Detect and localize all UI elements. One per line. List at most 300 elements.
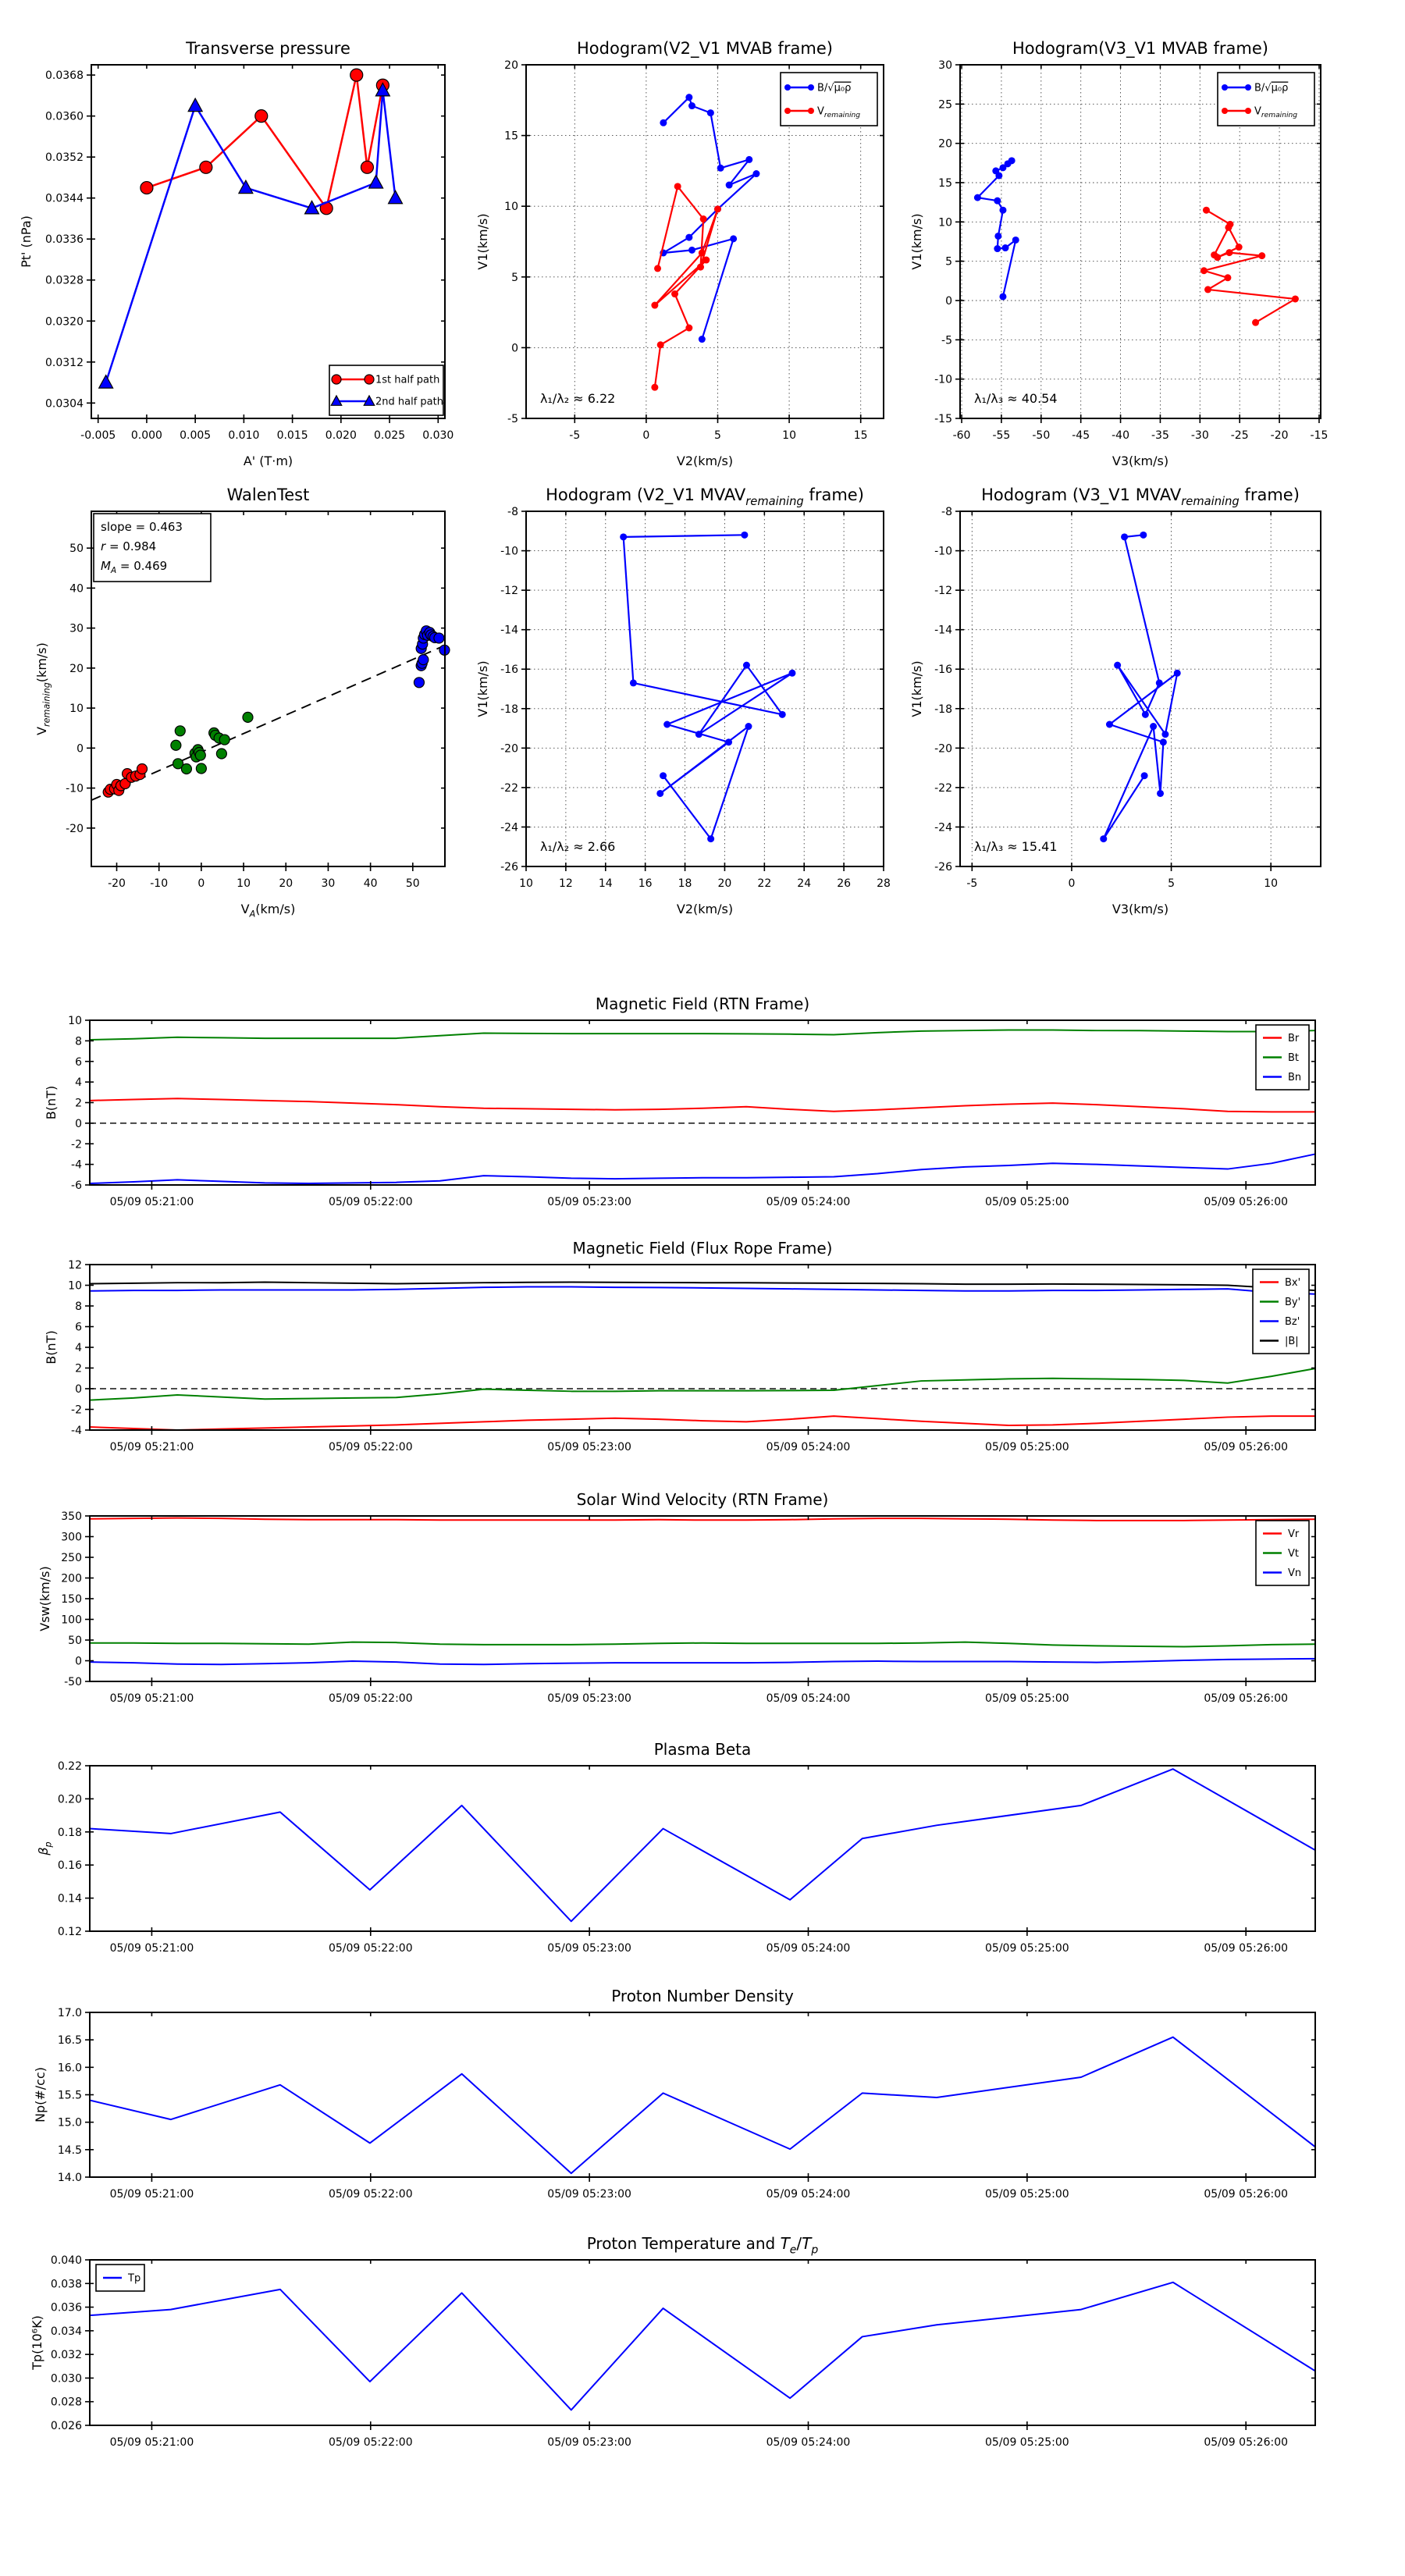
x-tick-label: 22: [757, 877, 772, 890]
y-tick-label: -16: [500, 664, 518, 677]
y-tick-label: 350: [61, 1510, 82, 1523]
legend: [1218, 73, 1314, 126]
y-axis-label: Tp(10⁶K): [30, 2315, 44, 2370]
y-tick-label: -14: [500, 624, 518, 637]
y-tick-label: -18: [500, 703, 518, 716]
data-point-marker: [1160, 738, 1167, 745]
y-tick-label: 0.0360: [45, 110, 84, 123]
y-tick-label: 0.0344: [45, 192, 84, 205]
x-tick-label: 0: [197, 877, 205, 890]
x-tick-label: 05/09 05:22:00: [328, 1441, 413, 1453]
y-tick-label: 16.0: [57, 2062, 82, 2075]
y-tick-label: 10: [69, 703, 84, 716]
y-tick-label: -10: [934, 373, 952, 386]
y-axis-label: V1(km/s): [909, 213, 924, 270]
data-point-marker: [974, 194, 981, 201]
x-tick-label: 0.000: [130, 429, 162, 442]
data-point-marker: [697, 264, 704, 271]
data-point-marker: [700, 215, 707, 222]
x-tick-label: -15: [1310, 429, 1329, 442]
x-tick-label: 0.005: [180, 429, 212, 442]
y-axis-label: V1(km/s): [475, 213, 490, 270]
data-point-marker: [994, 197, 1001, 205]
data-point-marker: [1222, 84, 1228, 91]
data-point-marker: [657, 341, 664, 348]
x-tick-label: -55: [992, 429, 1011, 442]
x-tick-label: 05/09 05:26:00: [1204, 1196, 1289, 1208]
y-tick-label: 100: [61, 1614, 82, 1627]
data-point-marker: [1140, 532, 1147, 539]
data-point-marker: [195, 750, 205, 760]
data-point-marker: [1225, 224, 1232, 231]
legend-label: B/√μ₀ρ: [1254, 82, 1289, 94]
x-tick-label: 10: [519, 877, 533, 890]
y-tick-label: 0.0312: [45, 356, 84, 369]
data-point-marker: [654, 265, 661, 272]
data-point-marker: [671, 290, 678, 297]
x-tick-label: -50: [1032, 429, 1051, 442]
data-point-marker: [434, 633, 444, 643]
x-tick-label: 0.015: [276, 429, 308, 442]
data-point-marker: [808, 84, 814, 91]
y-tick-label: -10: [500, 545, 518, 558]
data-point-marker: [714, 205, 721, 212]
data-point-marker: [779, 711, 786, 718]
y-tick-label: 12: [68, 1259, 82, 1272]
y-tick-label: 0.028: [50, 2396, 82, 2409]
data-point-marker: [243, 712, 253, 722]
y-tick-label: 0.22: [57, 1760, 82, 1773]
data-point-marker: [1002, 244, 1009, 251]
legend-label: $V_{remaining}$: [1254, 105, 1298, 120]
data-point-marker: [651, 384, 658, 391]
y-tick-label: 0: [75, 1117, 82, 1130]
data-point-marker: [688, 247, 695, 254]
legend-label: Bz': [1285, 1316, 1300, 1328]
fit-stats-line: $M_A = 0.469$: [101, 559, 168, 576]
legend-label: $V_{remaining}$: [817, 105, 861, 120]
x-tick-label: 05/09 05:22:00: [328, 2188, 413, 2201]
data-point-marker: [660, 772, 667, 779]
x-axis-label: V2(km/s): [676, 454, 734, 468]
data-point-marker: [196, 763, 206, 774]
data-point-marker: [216, 749, 226, 759]
data-point-marker: [1225, 249, 1232, 256]
x-tick-label: 05/09 05:26:00: [1204, 1942, 1289, 1955]
data-point-marker: [752, 170, 759, 177]
x-tick-label: 30: [321, 877, 336, 890]
data-point-marker: [999, 164, 1006, 171]
data-point-marker: [725, 738, 732, 745]
y-tick-label: -16: [934, 664, 952, 677]
y-tick-label: 0.038: [50, 2278, 82, 2291]
x-tick-label: 05/09 05:25:00: [985, 1692, 1069, 1705]
chart-title: Solar Wind Velocity (RTN Frame): [576, 1490, 829, 1509]
data-point-marker: [332, 375, 341, 384]
y-tick-label: 15: [504, 130, 518, 143]
data-point-marker: [1222, 108, 1228, 114]
y-tick-label: 0: [511, 342, 518, 355]
y-tick-label: 0.0368: [45, 69, 84, 83]
data-point-marker: [1141, 772, 1148, 779]
x-tick-label: 05/09 05:21:00: [109, 1196, 194, 1208]
data-point-marker: [171, 740, 181, 750]
legend-label: B/√μ₀ρ: [817, 82, 852, 94]
y-tick-label: 0.0328: [45, 274, 84, 287]
x-tick-label: 24: [797, 877, 812, 890]
data-point-marker: [1214, 254, 1221, 261]
x-tick-label: 05/09 05:24:00: [766, 1196, 851, 1208]
data-point-marker: [663, 721, 670, 728]
data-point-marker: [1203, 207, 1210, 214]
y-tick-label: 30: [938, 59, 952, 72]
x-tick-label: 5: [1168, 877, 1176, 890]
y-tick-label: -24: [500, 821, 518, 834]
data-point-marker: [1156, 679, 1163, 686]
data-point-marker: [707, 835, 714, 842]
legend: [1256, 1025, 1309, 1090]
eigenvalue-ratio-annotation: λ₁/λ₃ ≈ 40.54: [974, 391, 1058, 406]
data-point-marker: [1161, 731, 1168, 738]
y-tick-label: 14.0: [57, 2172, 82, 2184]
data-point-marker: [1157, 790, 1164, 797]
legend: [1253, 1269, 1309, 1354]
x-tick-label: 05/09 05:22:00: [328, 1942, 413, 1955]
data-point-marker: [1224, 274, 1231, 281]
x-tick-label: 05/09 05:23:00: [547, 2188, 631, 2201]
x-tick-label: 05/09 05:25:00: [985, 1441, 1069, 1453]
x-tick-label: 0: [642, 429, 650, 442]
legend-label: Bn: [1288, 1072, 1302, 1083]
x-tick-label: 40: [363, 877, 378, 890]
y-tick-label: 30: [69, 622, 84, 635]
data-point-marker: [699, 249, 706, 256]
y-tick-label: -18: [934, 703, 952, 716]
y-tick-label: 20: [69, 662, 84, 675]
y-tick-label: 0.12: [57, 1926, 82, 1938]
x-tick-label: -25: [1230, 429, 1249, 442]
chart-title: Magnetic Field (Flux Rope Frame): [572, 1239, 833, 1258]
y-tick-label: 2: [75, 1362, 82, 1375]
chart-title: Hodogram (V2_V1 $MVAV_{remaining}$ frame): [546, 486, 864, 508]
chart-title: Transverse pressure: [186, 39, 350, 58]
legend-label: |B|: [1285, 1336, 1299, 1347]
x-tick-label: 10: [782, 429, 797, 442]
y-tick-label: 0: [76, 742, 84, 756]
chart-title: Magnetic Field (RTN Frame): [595, 994, 810, 1013]
x-tick-label: 05/09 05:26:00: [1204, 2436, 1289, 2449]
x-tick-label: -35: [1151, 429, 1169, 442]
data-point-marker: [1292, 295, 1299, 302]
y-axis-label: B(nT): [44, 1330, 59, 1364]
y-tick-label: 0.032: [50, 2349, 82, 2362]
y-tick-label: 15.0: [57, 2116, 82, 2129]
data-point-marker: [685, 234, 692, 241]
data-point-marker: [656, 790, 663, 797]
data-point-marker: [745, 156, 752, 163]
x-tick-label: 0.010: [228, 429, 260, 442]
x-tick-label: 05/09 05:21:00: [109, 1441, 194, 1453]
x-tick-label: 05/09 05:25:00: [985, 2188, 1069, 2201]
x-tick-label: 05/09 05:24:00: [766, 1692, 851, 1705]
y-axis-label: Np(#/cc): [33, 2067, 48, 2122]
eigenvalue-ratio-annotation: λ₁/λ₂ ≈ 2.66: [540, 839, 616, 854]
y-tick-label: -2: [71, 1138, 82, 1151]
y-tick-label: -20: [500, 742, 518, 756]
y-tick-label: -24: [934, 821, 952, 834]
y-tick-label: 0.026: [50, 2420, 82, 2432]
x-tick-label: 05/09 05:25:00: [985, 2436, 1069, 2449]
y-axis-label: V1(km/s): [475, 660, 490, 717]
x-tick-label: 18: [678, 877, 692, 890]
y-tick-label: 5: [511, 271, 518, 284]
x-tick-label: 12: [558, 877, 573, 890]
y-tick-label: -20: [934, 742, 952, 756]
x-tick-label: -20: [108, 877, 126, 890]
legend-label: 1st half path: [375, 374, 440, 386]
y-tick-label: 0.14: [57, 1892, 82, 1905]
y-tick-label: 10: [68, 1015, 82, 1027]
y-tick-label: 0.0336: [45, 233, 84, 247]
x-tick-label: 0.020: [325, 429, 357, 442]
x-tick-label: 20: [279, 877, 293, 890]
x-tick-label: -45: [1072, 429, 1090, 442]
data-point-marker: [730, 235, 737, 242]
y-tick-label: -20: [66, 822, 84, 835]
data-point-marker: [1012, 237, 1019, 244]
y-tick-label: 10: [68, 1279, 82, 1293]
x-tick-label: 05/09 05:23:00: [547, 1441, 631, 1453]
data-point-marker: [1200, 267, 1208, 274]
data-point-marker: [685, 325, 692, 332]
chart-title: Hodogram (V3_V1 $MVAV_{remaining}$ frame): [981, 486, 1300, 508]
y-tick-label: -10: [934, 545, 952, 558]
x-tick-label: 05/09 05:21:00: [109, 1692, 194, 1705]
legend: [329, 365, 443, 415]
y-tick-label: 4: [75, 1342, 82, 1354]
x-tick-label: 05/09 05:25:00: [985, 1942, 1069, 1955]
y-tick-label: 200: [61, 1572, 82, 1585]
data-point-marker: [994, 233, 1001, 240]
y-tick-label: 250: [61, 1552, 82, 1564]
x-tick-label: 05/09 05:23:00: [547, 2436, 631, 2449]
y-tick-label: -12: [500, 585, 518, 598]
x-tick-label: 05/09 05:26:00: [1204, 1692, 1289, 1705]
data-point-marker: [1245, 108, 1251, 114]
y-tick-label: 5: [945, 255, 952, 269]
data-point-marker: [1174, 670, 1181, 677]
legend-label: Bt: [1288, 1052, 1300, 1064]
data-point-marker: [695, 731, 702, 738]
x-tick-label: 05/09 05:21:00: [109, 2436, 194, 2449]
data-point-marker: [620, 533, 627, 540]
data-point-marker: [1100, 835, 1107, 842]
legend-label: Vt: [1288, 1548, 1299, 1560]
data-point-marker: [255, 110, 268, 123]
x-tick-label: 05/09 05:22:00: [328, 2436, 413, 2449]
x-tick-label: 16: [638, 877, 653, 890]
x-tick-label: 05/09 05:22:00: [328, 1692, 413, 1705]
x-tick-label: 05/09 05:23:00: [547, 1692, 631, 1705]
y-tick-label: 16.5: [57, 2034, 82, 2048]
x-tick-label: 0.025: [374, 429, 406, 442]
y-tick-label: 4: [75, 1076, 82, 1090]
y-tick-label: 0.034: [50, 2325, 82, 2338]
chart-title: Plasma Beta: [653, 1740, 752, 1759]
x-axis-label: V3(km/s): [1112, 454, 1169, 468]
y-tick-label: 150: [61, 1593, 82, 1606]
data-point-marker: [726, 182, 733, 189]
x-tick-label: -40: [1112, 429, 1129, 442]
y-tick-label: -6: [71, 1179, 82, 1192]
y-tick-label: 0.030: [50, 2372, 82, 2386]
data-point-marker: [685, 94, 692, 101]
chart-title: Proton Number Density: [611, 1987, 794, 2005]
y-tick-label: 40: [69, 582, 84, 596]
y-tick-label: 10: [938, 216, 952, 229]
y-axis-label: $\beta_p$: [36, 1841, 54, 1856]
x-tick-label: 05/09 05:24:00: [766, 2188, 851, 2201]
data-point-marker: [181, 763, 191, 774]
y-axis-label: $V_{remaining}(km/s)$: [34, 642, 52, 735]
x-tick-label: -20: [1270, 429, 1289, 442]
data-point-marker: [999, 207, 1006, 214]
data-point-marker: [745, 723, 752, 730]
y-tick-label: 6: [75, 1321, 82, 1334]
y-tick-label: 0.0304: [45, 397, 84, 411]
data-point-marker: [743, 662, 750, 669]
x-tick-label: 05/09 05:21:00: [109, 2188, 194, 2201]
x-tick-label: 05/09 05:26:00: [1204, 2188, 1289, 2201]
data-point-marker: [1236, 244, 1243, 251]
y-tick-label: 20: [504, 59, 518, 72]
y-tick-label: 10: [504, 201, 518, 214]
x-tick-label: 10: [1264, 877, 1279, 890]
y-axis-label: B(nT): [44, 1085, 59, 1120]
data-point-marker: [350, 69, 363, 81]
data-point-marker: [1204, 286, 1211, 293]
y-tick-label: 0.040: [50, 2254, 82, 2267]
legend-label: Vn: [1288, 1567, 1302, 1579]
y-tick-label: -26: [500, 861, 518, 873]
x-tick-label: 05/09 05:23:00: [547, 1196, 631, 1208]
x-axis-label: V3(km/s): [1112, 902, 1169, 916]
x-tick-label: 15: [853, 429, 868, 442]
legend-label: 2nd half path: [375, 396, 443, 408]
y-tick-label: -8: [941, 506, 952, 518]
y-tick-label: 15.5: [57, 2089, 82, 2102]
x-axis-label: $V_A(km/s)$: [240, 902, 296, 920]
y-tick-label: -15: [934, 413, 952, 425]
y-tick-label: 15: [938, 177, 952, 190]
x-tick-label: -30: [1190, 429, 1209, 442]
y-tick-label: -10: [66, 782, 84, 795]
chart-title: Hodogram(V3_V1 MVAB frame): [1012, 39, 1268, 58]
x-tick-label: -0.005: [80, 429, 116, 442]
y-tick-label: -26: [934, 861, 952, 873]
x-tick-label: 05/09 05:24:00: [766, 1942, 851, 1955]
data-point-marker: [1121, 533, 1128, 540]
legend: [96, 2265, 144, 2291]
y-tick-label: 0.0320: [45, 315, 84, 329]
data-point-marker: [1245, 84, 1251, 91]
y-tick-label: 14.5: [57, 2144, 82, 2157]
fit-stats-line: slope = 0.463: [101, 520, 183, 534]
data-point-marker: [365, 375, 374, 384]
data-point-marker: [630, 679, 637, 686]
y-tick-label: -22: [934, 781, 952, 795]
data-point-marker: [200, 161, 212, 173]
x-tick-label: 20: [717, 877, 732, 890]
y-tick-label: 0.16: [57, 1859, 82, 1873]
data-point-marker: [674, 183, 681, 190]
y-tick-label: -5: [941, 334, 952, 347]
y-tick-label: -50: [64, 1676, 82, 1688]
x-tick-label: 28: [877, 877, 891, 890]
x-tick-label: -5: [569, 429, 581, 442]
x-tick-label: 05/09 05:26:00: [1204, 1441, 1289, 1453]
y-tick-label: 0.036: [50, 2301, 82, 2314]
data-point-marker: [741, 532, 748, 539]
y-tick-label: 0: [945, 295, 952, 308]
data-point-marker: [361, 161, 373, 173]
y-tick-label: 2: [75, 1097, 82, 1110]
data-point-marker: [1258, 252, 1265, 259]
y-tick-label: 300: [61, 1531, 82, 1544]
x-tick-label: 50: [405, 877, 420, 890]
data-point-marker: [219, 735, 229, 745]
legend-label: By': [1285, 1297, 1301, 1308]
x-tick-label: 05/09 05:24:00: [766, 1441, 851, 1453]
y-tick-label: -8: [507, 506, 518, 518]
y-axis-label: Pt' (nPa): [19, 215, 34, 268]
y-tick-label: 8: [75, 1035, 82, 1048]
y-tick-label: 0: [75, 1655, 82, 1668]
y-tick-label: 8: [75, 1300, 82, 1313]
y-axis-label: V1(km/s): [909, 660, 924, 717]
x-tick-label: 14: [598, 877, 613, 890]
data-point-marker: [994, 245, 1001, 252]
data-point-marker: [784, 108, 791, 114]
x-tick-label: 26: [837, 877, 852, 890]
x-tick-label: 0.030: [422, 429, 454, 442]
y-tick-label: -5: [507, 413, 518, 425]
data-point-marker: [999, 293, 1006, 300]
legend-label: Br: [1288, 1033, 1300, 1044]
y-tick-label: 6: [75, 1055, 82, 1069]
data-point-marker: [995, 172, 1002, 179]
data-point-marker: [660, 119, 667, 126]
fit-stats-line: r = 0.984: [101, 539, 157, 553]
x-tick-label: 5: [714, 429, 721, 442]
x-tick-label: 05/09 05:22:00: [328, 1196, 413, 1208]
data-point-marker: [1114, 662, 1121, 669]
y-tick-label: 0.18: [57, 1826, 82, 1839]
data-point-marker: [688, 102, 695, 109]
data-point-marker: [137, 763, 148, 774]
y-axis-label: Vsw(km/s): [37, 1566, 52, 1631]
y-tick-label: -4: [71, 1425, 82, 1437]
chart-title: Hodogram(V2_V1 MVAB frame): [577, 39, 833, 58]
y-tick-label: 25: [938, 98, 952, 112]
data-point-marker: [140, 182, 153, 194]
data-point-marker: [717, 165, 724, 172]
x-tick-label: 05/09 05:25:00: [985, 1196, 1069, 1208]
x-tick-label: -5: [966, 877, 978, 890]
data-point-marker: [699, 336, 706, 343]
legend: [781, 73, 877, 126]
data-point-marker: [651, 302, 658, 309]
